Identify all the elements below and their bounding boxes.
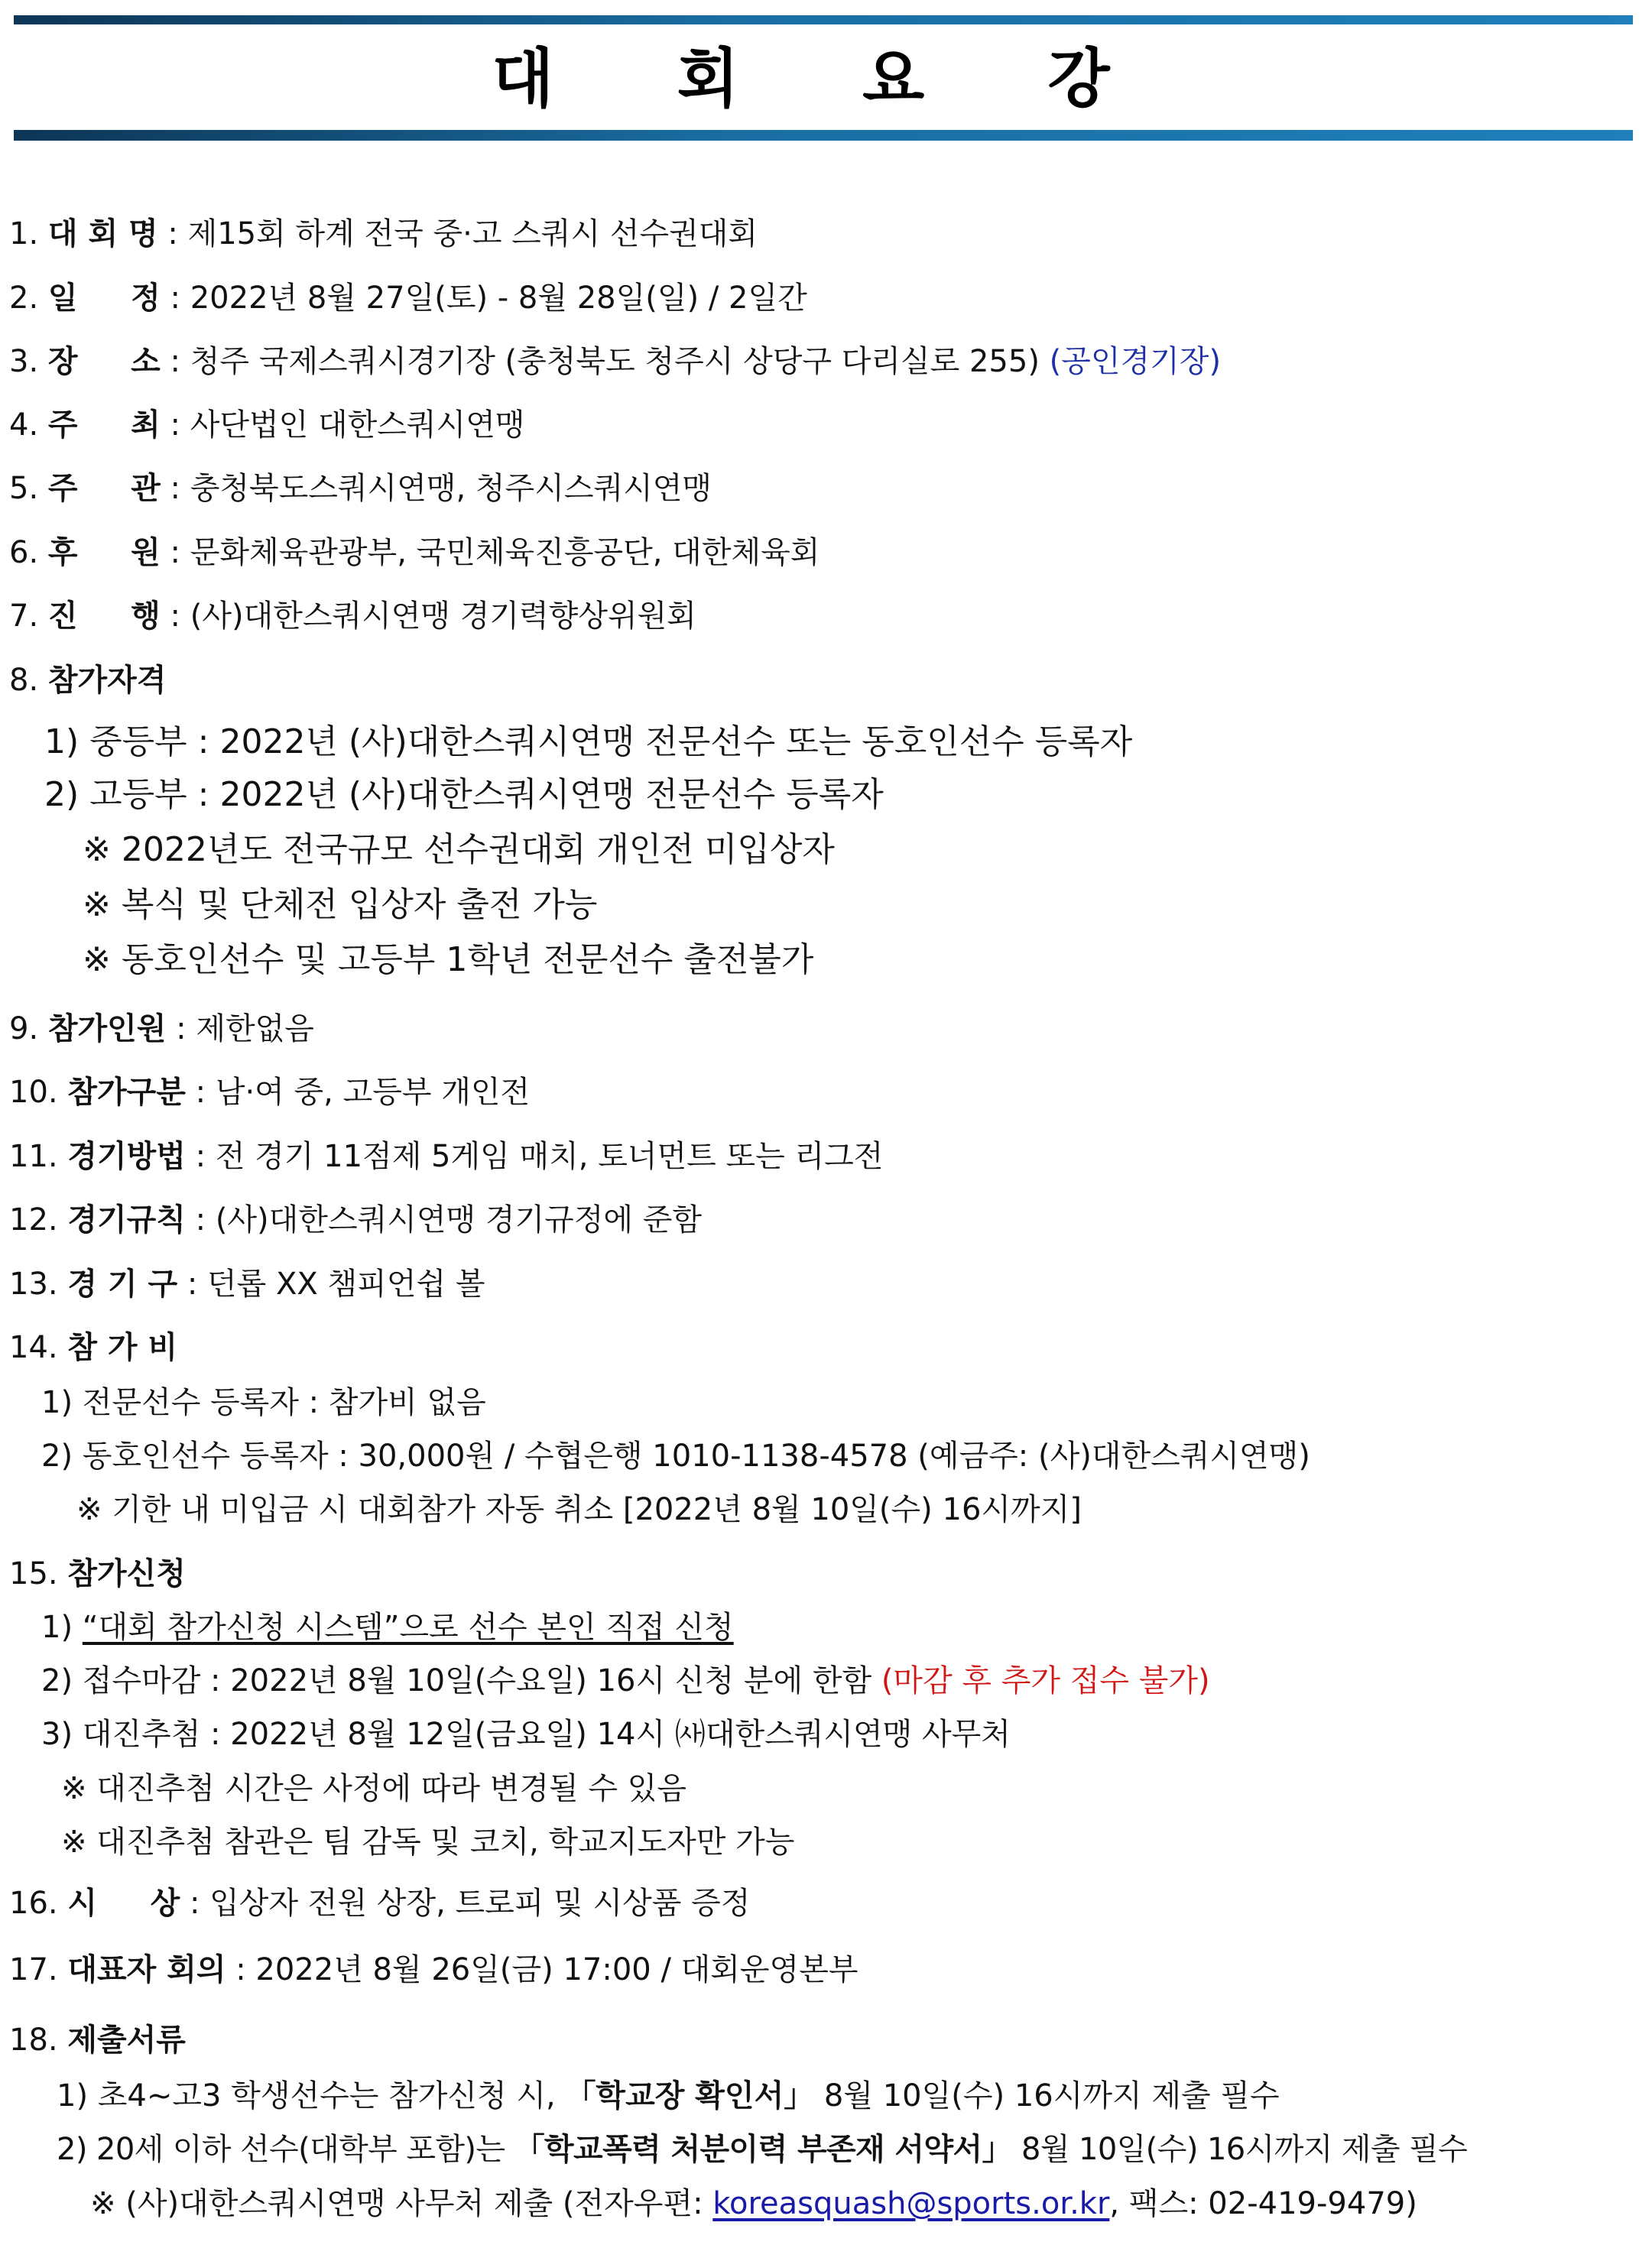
- item-number: 12.: [9, 1202, 58, 1238]
- item-separator: :: [160, 407, 190, 443]
- item-9-participants: [9, 1011, 314, 1047]
- item-17-representative-meeting: [9, 1951, 858, 1988]
- item-8-eligibility: [9, 662, 166, 699]
- header-bottom-bar: [14, 130, 1633, 141]
- item-value: 제15회 하계 전국 중·고 스쿼시 선수권대회: [187, 216, 758, 251]
- item-value: (사)대한스쿼시연맹 경기규정에 준함: [215, 1202, 703, 1238]
- item-label: 경기규칙: [67, 1202, 186, 1238]
- item-3-venue: [9, 343, 1221, 380]
- item-number: 13.: [9, 1267, 58, 1302]
- item-14-fee: [9, 1329, 177, 1366]
- item-15-application: [9, 1556, 186, 1592]
- item-label: 시 상: [67, 1886, 180, 1921]
- header-top-bar: [14, 15, 1633, 24]
- fee-note: ※ 기한 내 미입금 시 대회참가 자동 취소 [2022년 8월 10일(수) 16시까지]: [76, 1492, 1082, 1527]
- item-number: 11.: [9, 1139, 58, 1174]
- item-4-host: [9, 407, 524, 443]
- item-number: 9.: [9, 1011, 39, 1046]
- item-separator: :: [185, 1075, 216, 1110]
- item-number: 2.: [9, 281, 39, 316]
- eligibility-note-2: ※ 복식 및 단체전 입상자 출전 가능: [83, 885, 598, 924]
- eligibility-note-1: ※ 2022년도 전국규모 선수권대회 개인전 미입상자: [83, 830, 835, 869]
- item-2-schedule: [9, 280, 807, 316]
- item-label: 참가자격: [47, 663, 167, 698]
- item-separator: :: [177, 1267, 208, 1302]
- item-label: 진 행: [47, 599, 161, 634]
- item-separator: :: [160, 281, 190, 316]
- item-separator: :: [160, 471, 190, 506]
- documents-principal-confirmation: [57, 2078, 1280, 2114]
- fax-text: , 팩스: 02-419-9479): [1109, 2186, 1417, 2221]
- item-separator: :: [226, 1952, 256, 1987]
- fee-amateur: 2) 동호인선수 등록자 : 30,000원 / 수협은행 1010-1138-4578 (예금주: (사)대한스쿼시연맹): [41, 1439, 1310, 1474]
- item-separator: :: [157, 216, 188, 251]
- item-number: 8.: [9, 663, 39, 698]
- item-label: 대표자 회의: [67, 1952, 226, 1987]
- item-number: 6.: [9, 535, 39, 570]
- item-18-documents: [9, 2022, 186, 2058]
- item-label: 일 정: [47, 281, 161, 316]
- item-11-format: [9, 1138, 883, 1175]
- doc-text: 1) 초4~고3 학생선수는 참가신청 시,: [57, 2078, 566, 2114]
- item-separator: :: [166, 1011, 196, 1046]
- item-value: 남·여 중, 고등부 개인전: [215, 1075, 531, 1110]
- item-number: 4.: [9, 407, 39, 443]
- item-separator: :: [160, 535, 190, 570]
- violence-pledge-doc: 「학교폭력 처분이력 부존재 서약서」: [514, 2132, 1012, 2167]
- item-value: 전 경기 11점제 5게임 매치, 토너먼트 또는 리그전: [215, 1139, 884, 1174]
- item-label: 경 기 구: [67, 1267, 178, 1302]
- item-value: 제한없음: [196, 1011, 314, 1046]
- email-link[interactable]: koreasquash@sports.or.kr: [712, 2186, 1110, 2221]
- item-label: 장 소: [47, 344, 161, 379]
- item-value: 2022년 8월 26일(금) 17:00 / 대회운영본부: [255, 1952, 858, 1987]
- item-separator: :: [160, 599, 190, 634]
- application-deadline: [41, 1663, 1210, 1699]
- item-value: 청주 국제스쿼시경기장 (충청북도 청주시 상당구 다리실로 255): [190, 344, 1050, 379]
- draw-note-1: ※ 대진추첨 시간은 사정에 따라 변경될 수 있음: [61, 1771, 687, 1806]
- item-label: 제출서류: [67, 2023, 186, 2058]
- item-label: 참가구분: [67, 1075, 186, 1110]
- item-12-rules: [9, 1202, 702, 1238]
- item-separator: :: [180, 1886, 210, 1921]
- item-separator: :: [185, 1139, 216, 1174]
- item-label: 경기방법: [67, 1139, 186, 1174]
- item-value: 충청북도스쿼시연맹, 청주시스쿼시연맹: [190, 471, 712, 506]
- item-value: 2022년 8월 27일(토) - 8월 28일(일) / 2일간: [190, 281, 807, 316]
- item-label: 주 관: [47, 471, 161, 506]
- item-label: 대 회 명: [47, 216, 158, 251]
- step-prefix: 1): [41, 1610, 83, 1645]
- item-label: 참 가 비: [67, 1330, 178, 1365]
- item-value: 입상자 전원 상장, 트로피 및 시상품 증정: [209, 1886, 751, 1921]
- doc-deadline: 8월 10일(수) 16시까지 제출 필수: [814, 2078, 1280, 2114]
- note-text: ※ (사)대한스쿼시연맹 사무처 제출 (전자우편:: [90, 2186, 713, 2221]
- item-13-ball: [9, 1266, 485, 1303]
- item-value: 문화체육관광부, 국민체육진흥공단, 대한체육회: [190, 535, 820, 570]
- item-5-organizer: [9, 470, 712, 507]
- item-value: (사)대한스쿼시연맹 경기력향상위원회: [190, 599, 696, 634]
- item-6-sponsor: [9, 534, 820, 571]
- fee-professional: 1) 전문선수 등록자 : 참가비 없음: [41, 1385, 486, 1420]
- item-number: 15.: [9, 1556, 58, 1591]
- documents-violence-pledge: [57, 2131, 1467, 2168]
- item-separator: :: [185, 1202, 216, 1238]
- item-7-operation: [9, 598, 696, 634]
- eligibility-middle-school: 1) 중등부 : 2022년 (사)대한스쿼시연맹 전문선수 또는 동호인선수 등록자: [44, 722, 1133, 761]
- item-separator: :: [160, 344, 190, 379]
- item-label: 주 최: [47, 407, 161, 443]
- item-16-awards: [9, 1885, 750, 1922]
- official-venue-note: (공인경기장): [1049, 344, 1222, 379]
- item-number: 17.: [9, 1952, 58, 1987]
- eligibility-high-school: 2) 고등부 : 2022년 (사)대한스쿼시연맹 전문선수 등록자: [44, 775, 884, 814]
- item-label: 참가인원: [47, 1011, 167, 1046]
- deadline-warning: (마감 후 추가 접수 불가): [881, 1663, 1210, 1698]
- item-label: 참가신청: [67, 1556, 186, 1591]
- item-value: 던롭 XX 챔피언쉽 볼: [207, 1267, 485, 1302]
- documents-submission-note: [90, 2185, 1417, 2222]
- item-1-event-name: [9, 216, 758, 252]
- doc-deadline: 8월 10일(수) 16시까지 제출 필수: [1011, 2132, 1468, 2167]
- item-number: 16.: [9, 1886, 58, 1921]
- item-number: 7.: [9, 599, 39, 634]
- item-label: 후 원: [47, 535, 161, 570]
- item-number: 14.: [9, 1330, 58, 1365]
- item-number: 3.: [9, 344, 39, 379]
- item-number: 18.: [9, 2023, 58, 2058]
- draw-note-2: ※ 대진추첨 참관은 팀 감독 및 코치, 학교지도자만 가능: [61, 1825, 795, 1860]
- application-system-link[interactable]: “대회 참가신청 시스템”으로 선수 본인 직접 신청: [82, 1610, 734, 1645]
- item-value: 사단법인 대한스쿼시연맹: [190, 407, 525, 443]
- item-10-division: [9, 1074, 530, 1111]
- doc-text: 2) 20세 이하 선수(대학부 포함)는: [57, 2132, 514, 2167]
- item-number: 1.: [9, 216, 39, 251]
- document-title: 대 회 요 강: [492, 41, 1160, 116]
- draw-schedule: 3) 대진추첨 : 2022년 8월 12일(금요일) 14시 ㈔대한스쿼시연맹 사무처: [41, 1717, 1011, 1752]
- eligibility-note-3: ※ 동호인선수 및 고등부 1학년 전문선수 출전불가: [83, 940, 814, 979]
- item-number: 5.: [9, 471, 39, 506]
- deadline-text: 2) 접수마감 : 2022년 8월 10일(수요일) 16시 신청 분에 한함: [41, 1663, 881, 1698]
- item-number: 10.: [9, 1075, 58, 1110]
- application-step-1: [41, 1609, 734, 1646]
- principal-confirmation-doc: 「학교장 확인서」: [565, 2078, 815, 2114]
